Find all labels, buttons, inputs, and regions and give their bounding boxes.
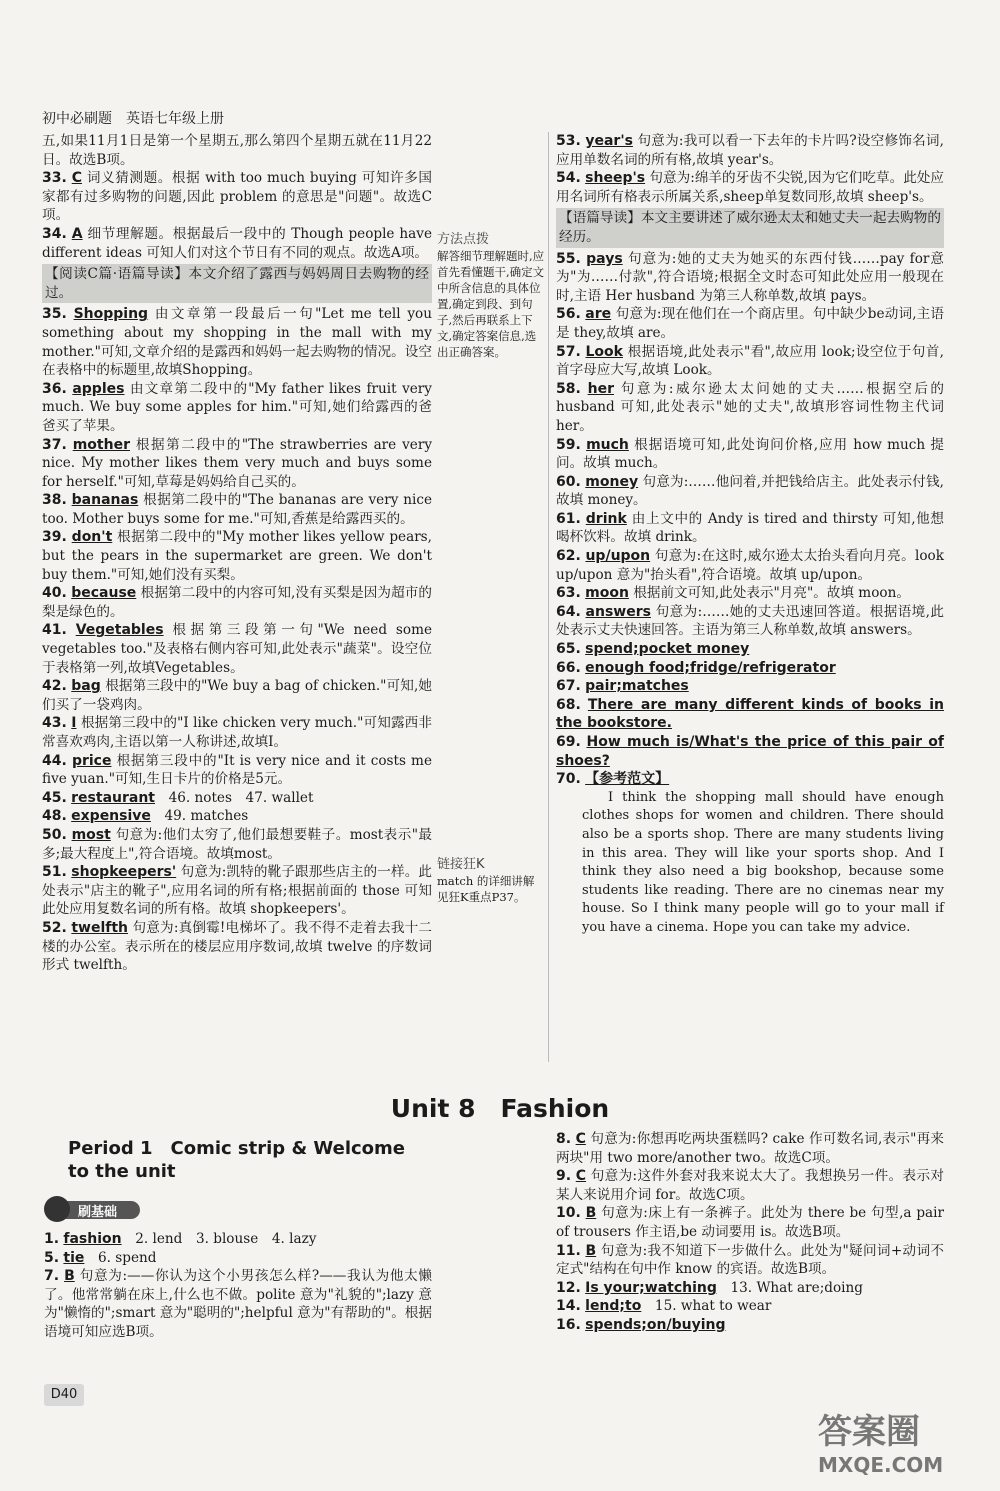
item-answer: There are many different kinds of books in the bookstore. <box>556 696 944 732</box>
answer-item <box>556 132 944 169</box>
item-answer: How much is/What's the price of this pair of shoes? <box>556 734 944 769</box>
answer-item <box>556 1130 944 1167</box>
answer-item <box>556 1167 944 1204</box>
item-answer: twelfth <box>71 919 128 936</box>
item-number: 53. <box>556 133 581 149</box>
item-explanation: 句意为:……她的丈夫迅速回答道。根据语境,此处表示丈夫快速回答。主语为第三人称单数,故填 answers。 <box>556 603 944 639</box>
item-number: 60. <box>556 473 581 490</box>
item-number: 37. <box>42 436 67 453</box>
item-number: 39. <box>42 529 67 546</box>
item-number: 44. <box>42 752 67 769</box>
item-explanation: 49. matches <box>150 808 249 825</box>
item-explanation: 词义猜测题。根据 with too much buying 可知许多国家都有过多购物的问题,因此 problem 的意思是"问题"。故选C项。 <box>42 170 432 224</box>
item-answer: are <box>585 306 612 323</box>
item-number: 10. <box>556 1205 581 1222</box>
item-number: 52. <box>42 919 67 936</box>
tips-title: 方法点拨 <box>437 232 490 247</box>
answer-item <box>42 380 432 436</box>
watermark <box>818 1404 988 1477</box>
period-title: Period 1 Comic strip & Welcome to the unit <box>68 1138 405 1182</box>
item-answer: bananas <box>71 492 139 509</box>
item-answer: sheep's <box>585 170 646 187</box>
item-answer: her <box>587 380 614 397</box>
item-answer: fashion <box>63 1231 122 1247</box>
item-number: 55. <box>556 250 581 267</box>
answer-item <box>556 547 944 584</box>
item-explanation: 句意为:——你认为这个小男孩怎么样?——我认为他太懒了。他常常躺在床上,什么也不做。polite 意为"礼貌的";lazy 意为"懒惰的";smart 意为"聪明的";helpful 意为"有帮助的"。根据语境可知应选B项。 <box>44 1268 432 1340</box>
item-number: 67. <box>556 678 581 695</box>
badge-label: 刷基础 <box>78 1205 118 1220</box>
item-number: 56. <box>556 306 581 323</box>
answer-item <box>42 132 432 169</box>
item-answer: Is your;watching <box>585 1279 717 1296</box>
item-explanation: 根据第二段中的"The bananas are very nice too. Mother buys some for me."可知,香蕉是给露西买的。 <box>42 492 432 527</box>
section-badge <box>44 1196 142 1222</box>
answer-item <box>556 343 944 380</box>
item-answer: lend;to <box>585 1298 642 1315</box>
right-column <box>556 132 944 938</box>
item-explanation: 句意为:……他问着,并把钱给店主。此处表示付钱,故填 money。 <box>556 473 945 509</box>
answer-item <box>556 169 944 206</box>
item-answer: B <box>585 1242 597 1259</box>
item-number: 50. <box>42 826 67 843</box>
item-number: 66. <box>556 659 581 676</box>
tips-sidebar <box>437 232 545 360</box>
answer-item <box>42 677 432 714</box>
answer-item <box>556 1316 944 1335</box>
item-answer: up/upon <box>585 548 651 565</box>
item-number: 68. <box>556 696 581 713</box>
item-number: 35. <box>42 306 67 323</box>
item-explanation: 根据第三段中的"I like chicken very much."可知露西非常喜欢鸡肉,主语以第一人称讲述,故填I。 <box>42 715 433 750</box>
answer-item <box>42 752 432 789</box>
unit-title: Unit 8 Fashion <box>390 1094 610 1123</box>
item-number: 33. <box>42 170 67 187</box>
answer-item <box>42 826 432 863</box>
answer-item <box>556 733 944 770</box>
item-number: 45. <box>42 789 67 806</box>
answer-item <box>42 436 432 492</box>
item-number: 54. <box>556 170 581 187</box>
item-answer: most <box>71 826 111 843</box>
item-answer: bag <box>71 678 101 695</box>
item-explanation: 句意为:床上有一条裤子。此处为 there be 句型,a pair of trousers 作主语,be 动词要用 is。故选B项。 <box>556 1205 944 1240</box>
answer-item <box>42 714 432 751</box>
answer-item <box>556 1204 944 1241</box>
answer-item <box>556 436 944 473</box>
item-number: 57. <box>556 343 581 360</box>
answer-item <box>44 1249 432 1268</box>
item-answer: moon <box>585 585 629 602</box>
answer-item <box>42 584 432 621</box>
item-number: 61. <box>556 510 581 527</box>
item-explanation: 13. What are;doing <box>716 1279 863 1296</box>
item-number: 8. <box>556 1131 572 1147</box>
answer-item <box>556 640 944 659</box>
item-answer: much <box>586 436 629 453</box>
sample-essay: I think the shopping mall should have enough clothes shops for women and children. There should also be a sports shop. There are many students living in this area. They will like your sports shop. And I think they also need a big bookshop, because some students like reading. There are no cinemas near my house. So I think many people will go to your mall if you have a cinema. Hope you can take my advice. <box>582 789 944 935</box>
answer-item <box>556 696 944 733</box>
item-explanation: 根据第三段中的"We buy a bag of chicken."可知,她们买了一袋鸡肉。 <box>42 678 433 713</box>
item-number: 9. <box>556 1168 572 1185</box>
item-answer: restaurant <box>71 789 155 806</box>
item-answer: don't <box>71 529 113 546</box>
item-number: 59. <box>556 436 581 453</box>
item-explanation: 句意为:他们太穷了,他们最想要鞋子。most表示"最多;最大程度上",符合语境。故填most。 <box>42 826 432 862</box>
item-explanation: 句意为:在这时,威尔逊太太抬头看向月亮。look up/upon 意为"抬头看",符合语境。故填 up/upon。 <box>556 548 944 583</box>
answer-item <box>42 225 432 262</box>
left-column <box>42 132 432 975</box>
page-header: 初中必刷题 英语七年级上册 <box>42 111 224 127</box>
item-number: 34. <box>42 225 67 242</box>
item-number: 58. <box>556 380 581 397</box>
item-number: 36. <box>42 380 67 397</box>
item-answer: drink <box>585 510 627 527</box>
item-explanation: 6. spend <box>84 1249 157 1266</box>
item-answer: A <box>71 225 83 242</box>
item-number: 62. <box>556 548 581 565</box>
item-number: 43. <box>42 715 67 732</box>
answer-item <box>556 305 944 342</box>
column-divider <box>548 132 549 1062</box>
link-sidebar <box>437 857 545 905</box>
item-explanation: 句意为:我不知道下一步做什么。此处为"疑问词+动词不定式"结构在句中作 know 的宾语。故选B项。 <box>556 1242 944 1278</box>
item-number: 48. <box>42 808 67 825</box>
answer-item <box>42 621 432 677</box>
item-answer: B <box>585 1205 597 1222</box>
item-answer: C <box>575 1168 587 1185</box>
item-number: 5. <box>44 1249 60 1266</box>
item-number: 16. <box>556 1316 581 1333</box>
item-answer: apples <box>72 380 125 397</box>
answer-item <box>42 789 432 808</box>
item-explanation: 句意为:这件外套对我来说太大了。我想换另一件。表示对某人来说用介词 for。故选C项。 <box>556 1168 944 1203</box>
link-title: 链接狂K <box>437 857 485 872</box>
item-explanation: 句意为:凯特的靴子跟那些店主的一样。此处表示"店主的靴子",应用名词的所有格;根据前面的 those 可知此处应用复数名词的所有格。故填 shopkeepers'。 <box>42 864 433 918</box>
item-explanation: 句意为:绵羊的牙齿不尖锐,因为它们吃草。此处应用名词所有格表示所属关系,sheep单复数同形,故填 sheep's。 <box>556 170 944 205</box>
guide-box: 【阅读C篇·语篇导读】本文介绍了露西与妈妈周日去购物的经过。 <box>42 264 432 303</box>
item-number: 38. <box>42 492 67 509</box>
answer-item <box>42 863 432 919</box>
answer-item <box>556 677 944 696</box>
answer-item <box>556 473 944 510</box>
item-number: 70. <box>556 771 581 788</box>
item-answer: spend;pocket money <box>585 641 750 658</box>
item-answer: money <box>585 473 639 490</box>
item-answer: because <box>71 585 137 602</box>
answer-item <box>42 169 432 225</box>
answer-item <box>42 807 432 826</box>
item-number: 69. <box>556 734 581 750</box>
watermark-logo: 答案圈 <box>818 1412 920 1452</box>
item-answer: answers <box>585 603 651 620</box>
item-explanation: 根据第三段第一句"We need some vegetables too."及表格右侧内容可知,此处表示"蔬菜"。设空位于表格第一列,故填Vegetables。 <box>42 622 433 676</box>
bottom-right-column <box>556 1130 944 1335</box>
item-answer: Vegetables <box>75 622 164 639</box>
answer-item <box>556 1242 944 1279</box>
item-answer: spends;on/buying <box>585 1316 726 1333</box>
item-number: 51. <box>42 864 67 881</box>
item-explanation: 句意为:你想再吃两块蛋糕吗? cake 作可数名词,表示"再来两块"用 two more/another two。故选C项。 <box>556 1131 944 1166</box>
item-explanation: 根据语境,此处表示"看",故应用 look;设空位于句首,首字母应大写,故填 Look。 <box>556 343 944 379</box>
item-number: 7. <box>44 1268 60 1285</box>
item-explanation: 根据第二段中的"The strawberries are very nice. My mother likes them very much and buys some for herself."可知,草莓是妈妈给自己买的。 <box>42 436 432 490</box>
item-answer: year's <box>585 133 633 149</box>
item-explanation: 根据第二段中的内容可知,没有买梨是因为超市的梨是绿色的。 <box>42 585 433 620</box>
guide-box: 【语篇导读】本文主要讲述了威尔逊太太和她丈夫一起去购物的经历。 <box>556 208 944 247</box>
item-answer: tie <box>63 1249 85 1266</box>
item-number: 11. <box>556 1242 581 1259</box>
item-number: 1. <box>44 1231 60 1247</box>
item-answer: price <box>71 752 112 769</box>
item-answer: expensive <box>71 808 151 825</box>
item-number: 64. <box>556 603 581 620</box>
answer-item <box>42 919 432 975</box>
item-explanation: 根据语境可知,此处询问价格,应用 how much 提问。故填 much。 <box>556 436 945 472</box>
item-answer: C <box>71 170 82 187</box>
answer-item <box>44 1267 432 1341</box>
item-explanation: 句意为:她的丈夫为她买的东西付钱……pay for意为"为……付款",符合语境;根据全文时态可知此处应用一般现在时,主语 Her husband 为第三人称单数,故填 pays。 <box>556 250 945 304</box>
item-number: 65. <box>556 641 581 658</box>
tips-body: 解答细节理解题时,应首先看懂题干,确定文中所含信息的具体位置,确定到段、到句子,然后再联系上下文,确定答案信息,选出正确答案。 <box>437 249 545 359</box>
item-number: 42. <box>42 678 67 695</box>
item-answer: 【参考范文】 <box>585 771 670 788</box>
answer-item <box>556 250 944 306</box>
page-number: D40 <box>44 1384 84 1406</box>
watermark-url: MXQE.COM <box>818 1453 944 1477</box>
item-answer: pair;matches <box>585 678 689 695</box>
item-answer: B <box>64 1268 75 1285</box>
answer-item <box>42 305 432 379</box>
item-explanation: 句意为:现在他们在一个商店里。句中缺少be动词,主语是 they,故填 are。 <box>556 306 945 341</box>
answer-item <box>42 528 432 584</box>
item-explanation: 根据第三段中的"It is very nice and it costs me five yuan."可知,生日卡片的价格是5元。 <box>42 752 432 788</box>
item-answer: Shopping <box>73 306 149 323</box>
item-explanation: 句意为:真倒霉!电梯坏了。我不得不走着去我十二楼的办公室。表示所在的楼层应用序数词,故填 twelve 的序数词形式 twelfth。 <box>42 919 432 974</box>
book-icon <box>44 1196 70 1222</box>
item-explanation: 五,如果11月1日是第一个星期五,那么第四个星期五就在11月22日。故选B项。 <box>42 133 432 168</box>
answer-item <box>44 1230 432 1249</box>
item-answer: enough food;fridge/refrigerator <box>585 659 836 676</box>
answer-item <box>556 1279 944 1298</box>
item-answer: pays <box>586 250 623 267</box>
link-body: match 的详细讲解见狂K重点P37。 <box>437 874 535 904</box>
answer-item <box>556 659 944 678</box>
item-answer: I <box>71 715 77 732</box>
item-number: 41. <box>42 622 67 639</box>
item-number: 12. <box>556 1279 581 1296</box>
answer-item <box>556 584 944 603</box>
item-answer: Look <box>585 343 623 360</box>
item-explanation: 细节理解题。根据最后一段中的 Though people have different ideas 可知人们对这个节日有不同的观点。故选A项。 <box>42 225 432 261</box>
answer-item <box>556 380 944 436</box>
answer-item <box>556 1297 944 1316</box>
answer-item <box>556 770 944 789</box>
item-explanation: 根据第二段中的"My mother likes yellow pears, but the pears in the supermarket are green. We don't buy them."可知,她们没有买梨。 <box>42 529 432 583</box>
item-answer: shopkeepers' <box>71 864 177 881</box>
item-number: 40. <box>42 585 67 602</box>
item-explanation: 根据前文可知,此处表示"月亮"。故填 moon。 <box>628 585 910 602</box>
item-explanation: 46. notes 47. wallet <box>155 789 314 806</box>
answer-item <box>556 603 944 640</box>
item-explanation: 由文章第一段最后一句"Let me tell you something about my shopping in the mall with my mother."可知,文章介绍的是露西和妈妈一起去购物的情况。设空在表格中的标题里,故填Shopping。 <box>42 306 432 379</box>
item-answer: mother <box>72 436 130 453</box>
answer-item <box>556 510 944 547</box>
item-explanation: 2. lend 3. blouse 4. lazy <box>121 1231 317 1247</box>
item-explanation: 句意为:我可以看一下去年的卡片吗?设空修饰名词,应用单数名词的所有格,故填 year's。 <box>556 133 945 168</box>
answer-item <box>42 491 432 528</box>
item-number: 14. <box>556 1298 581 1315</box>
item-number: 63. <box>556 585 581 602</box>
item-explanation: 15. what to wear <box>641 1298 772 1315</box>
item-answer: C <box>575 1131 586 1147</box>
item-explanation: 句意为:威尔逊太太问她的丈夫……根据空后的 husband 可知,此处表示"她的丈夫",故填形容词性物主代词 her。 <box>556 380 945 434</box>
item-explanation: 由文章第二段中的"My father likes fruit very much. We buy some apples for him."可知,她们给露西的爸爸买了苹果。 <box>42 380 432 434</box>
item-explanation: 由上文中的 Andy is tired and thirsty 可知,他想喝杯饮料。故填 drink。 <box>556 510 944 546</box>
bottom-left-column <box>44 1230 432 1342</box>
